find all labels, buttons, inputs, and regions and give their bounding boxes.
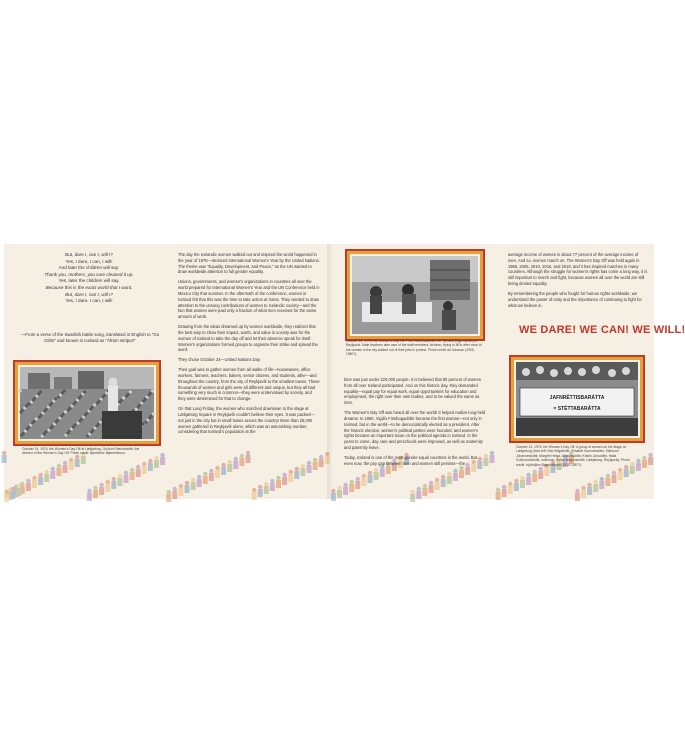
page-1 (4, 244, 166, 499)
body-paragraph: They chose October 24—United Nations Day. (178, 357, 261, 363)
poem-line: Yes, I dare, I can, I will! (65, 258, 113, 264)
poem (22, 252, 156, 305)
poem-line: Yes, I dare, I can, I will! (65, 298, 113, 304)
body-paragraph: On that Long Friday, the women who marched downtown to the stage at Lækjartorg Square in Reykjavík couldn't believe their eyes. It was packed—not just in the city but in small towns across the country! More than 25,000 women gathered in Reykjavík alone, which was an astonishing number, considering that Iceland's population at the (178, 406, 315, 435)
page-2-body-text (178, 252, 320, 439)
poem-line: But, dare I, can I, will I? (65, 291, 113, 297)
banner-photo-image (516, 362, 638, 436)
body-paragraph: Drawing from the ideas dreamed up by women worldwide, they realized that the best way to show their impact, worth, and value in society was for the women of Iceland to take the day off and let their absence speak for itself. Women's organizations formed groups to organize their strike and spread the word. (178, 324, 318, 353)
page-3 (332, 244, 494, 499)
poem-line: Thank you, mothers, you sure cleaned it up. (44, 271, 134, 277)
slogan-headline: WE DARE! WE CAN! WE WILL! (519, 324, 685, 336)
page-4-body-text (508, 252, 648, 313)
body-paragraph: time was just under 220,000 people. It is believed that 90 percent of women from all over Iceland participated. And on this historic day, they demanded equality—equal pay for equal work, equal opportunities for education and employment, the right over their own bodies, and to be valued the same as men. (344, 377, 481, 406)
page-2 (166, 244, 328, 499)
photo-office-children (350, 254, 480, 336)
caption-office: October 24, 1975, the Women's Day Off. From Menntaskólinn við Tjörnina (high school) in Reykjavík. Male teachers take care of the staff members' children, trying to fill in after most of the women in the city walked out of their jobs in protest. Photo credit: Ari Kárason (1905-1980?). (346, 339, 482, 357)
caption-speaker: October 24, 1975, the Women's Day Off at Lækjartorg. Guðrún Erlendsdóttir, the director of the Women's Day Off. Photo credit: Bjarnleifur Bjarnleifsson. (22, 447, 140, 456)
body-paragraph: Unions, governments, and women's organizations in countries all over the world prepared for International Women's Year and the UN Conference held in Mexico City that summer. In the aftermath of the conference, women in Iceland felt that this was the time to take action at home. They wanted to draw attention to the unsung contributions of women to Icelandic society—and the fact that women were paid only a fraction of what men received for the same amount of work. (178, 279, 320, 320)
poem-line: And later the children will say: (58, 265, 120, 271)
banner-line-1: JAFNRÉTTISBARÁTTA (549, 395, 605, 401)
body-paragraph: The Women's Day Off was heard all over the world! It helped realize long-held dreams: In 1980, Vigdís Finnbogadóttir became the first woman—not only in Iceland, but in the world—to be democratically elected as a president. After the historic election, women's political parties were founded, and women's rights became an important issue on the political agenda in Iceland. In the years to come, day care and preschools were improved, as well as maternity and paternity leave. (344, 410, 486, 450)
caption-banner: October 24, 1975, the Women's Day Off. A group of women on the stage on Lækjartorg (from left: Brá Helgadóttir, Elísabet Gunnarsdóttir, Steinunn Jóhannesdóttir, Margrét Helga Jóhannsdóttir, Kristín Jónsdóttir, Halla Guðmundsdóttir, unknown, Auður Magnúsdóttir, Lækjartorg, Reykjavík). Photo credit: Þjóðviljinn Bjarnleifsson (1915-1987?). (516, 445, 630, 467)
book-spread (4, 244, 685, 499)
body-paragraph: Their goal was to gather women from all walks of life—housewives, office workers, farmers, teachers, bakers, senior citizens, and students, alike—and throughout the country, from the city of Reykjavík to the smallest towns. These thousands of women and girls were all different and unique, but they all had something very much in common—they were undervalued by society, and they were determined for that to change. (178, 367, 320, 402)
body-paragraph: By remembering the people who fought for human rights worldwide, we understand the power of unity and the importance of continuing to fight for what we believe in. (508, 290, 642, 308)
poem-attribution: —From a verse of the Swedish battle song, translated in English to “Go Girls!” and known in Iceland as “Áfram stelpur!” (20, 332, 160, 343)
page-3-body-text (344, 377, 486, 471)
poem-line: Because this is the exact world that I want. (45, 284, 133, 290)
poem-line: But, dare I, can I, will I? (65, 252, 113, 257)
body-paragraph: Today, Iceland is one of the most gender-equal countries in the world. But even now, the pay gap between men and women still persists—the (344, 454, 478, 466)
poem-line: Yes, later the children will say, (58, 278, 120, 284)
banner-line-2: = STÉTTABARÁTTA (553, 406, 601, 412)
photo-banner-stage (514, 360, 640, 438)
office-photo-image (352, 256, 478, 334)
body-paragraph: The day the Icelandic women walked out and inspired the world happened in the year of 1975—declared International Women's Year by the United Nations. The theme was “Equality, Development, and Peace,” as the UN wanted to draw worldwide attention to full gender equality. (178, 252, 320, 275)
photo-speaker-crowd (18, 365, 156, 441)
speaker-crowd-photo-image (20, 367, 154, 439)
body-paragraph: average income of women is about 77 percent of the average income of men. And so, women march on. The Women's Day Off was held again in 1985, 2005, 2010, 2016, and 2018, and it has inspired marches in many countries. Although the struggle for women's rights has come a long way, it is still important to march and fight, because women all over the world are still being denied equality. (508, 252, 648, 286)
